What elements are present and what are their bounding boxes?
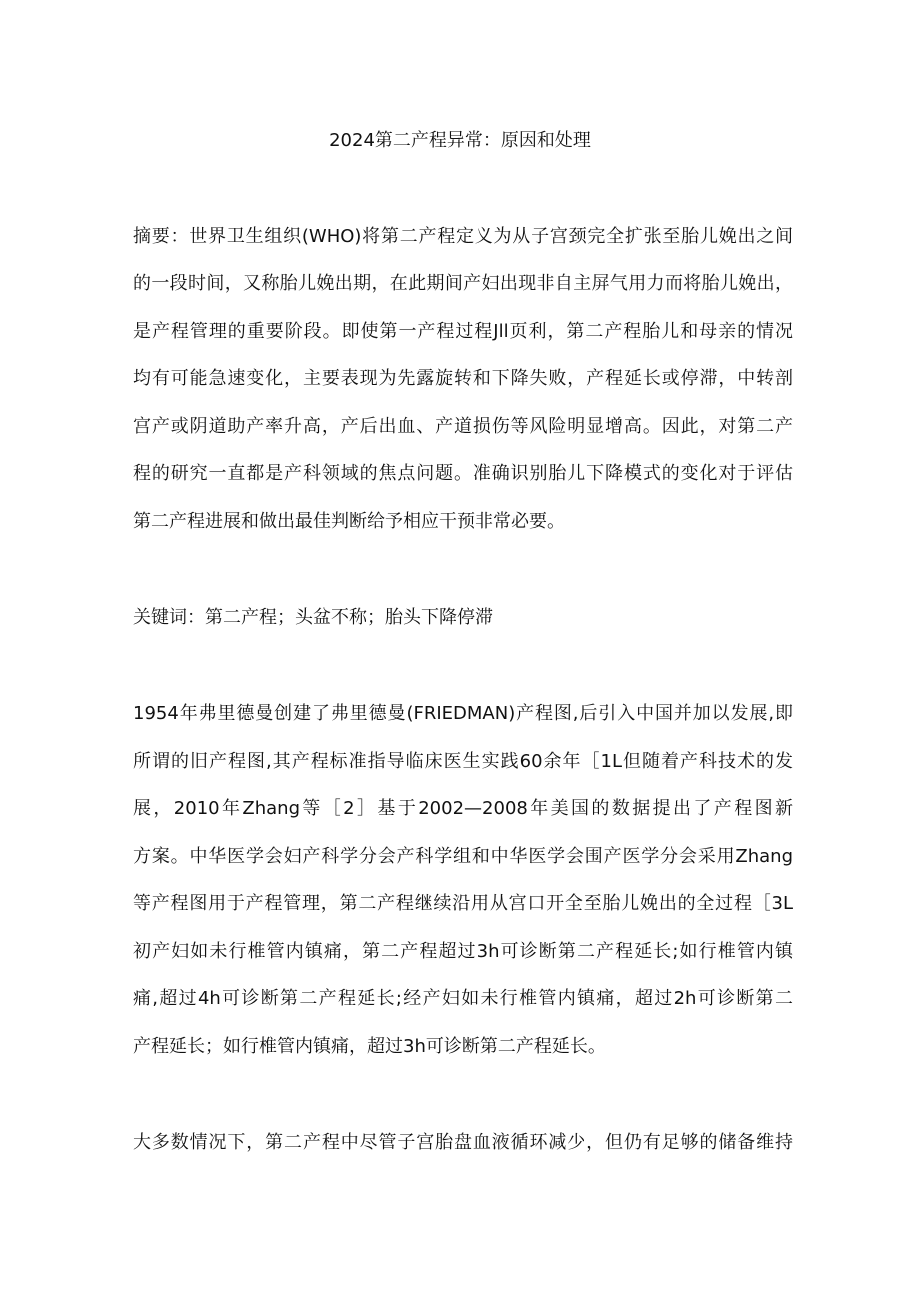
abstract-line: 程的研究一直都是产科领域的焦点问题。准确识别胎儿下降模式的变化对于评估 [133, 463, 793, 484]
abstract-line: 是产程管理的重要阶段。即使第一产程过程Jll页利，第二产程胎儿和母亲的情况 [133, 321, 793, 342]
paragraph-line: 痛,超过4h可诊断第二产程延长;经产妇如未行椎管内镇痛，超过2h可诊断第二 [133, 988, 793, 1009]
abstract-line: 摘要：世界卫生组织(WHO)将第二产程定义为从子宫颈完全扩张至胎儿娩出之间 [133, 226, 793, 247]
paragraph-line: 1954年弗里德曼创建了弗里德曼(FRIEDMAN)产程图,后引入中国并加以发展,即 [133, 703, 793, 724]
paragraph-line: 所谓的旧产程图,其产程标准指导临床医生实践60余年［1L但随着产科技术的发 [133, 751, 793, 772]
paragraph-line: 大多数情况下，第二产程中尽管子宫胎盘血液循环减少，但仍有足够的储备维持 [133, 1132, 793, 1153]
abstract-line: 第二产程进展和做出最佳判断给予相应干预非常必要。 [133, 511, 565, 532]
paragraph-line: 等产程图用于产程管理，第二产程继续沿用从宫口开全至胎儿娩出的全过程［3L [133, 893, 793, 914]
paragraph-line: 产程延长；如行椎管内镇痛，超过3h可诊断第二产程延长。 [133, 1036, 606, 1057]
abstract-line: 宫产或阴道助产率升高，产后出血、产道损伤等风险明显增高。因此，对第二产 [133, 416, 793, 437]
paragraph-line: 展，2010年Zhang等［2］基于2002—2008年美国的数据提出了产程图新 [133, 798, 793, 819]
abstract-line: 的一段时间，又称胎儿娩出期，在此期间产妇出现非自主屏气用力而将胎儿娩出， [133, 273, 793, 294]
keywords-line: 关键词：第二产程；头盆不称；胎头下降停滞 [133, 607, 493, 628]
document-title: 2024第二产程异常：原因和处理 [329, 130, 591, 151]
paragraph-line: 方案。中华医学会妇产科学分会产科学组和中华医学会围产医学分会采用Zhang [133, 846, 793, 867]
abstract-line: 均有可能急速变化，主要表现为先露旋转和下降失败，产程延长或停滞，中转剖 [133, 368, 793, 389]
paragraph-line: 初产妇如未行椎管内镇痛，第二产程超过3h可诊断第二产程延长;如行椎管内镇 [133, 941, 793, 962]
